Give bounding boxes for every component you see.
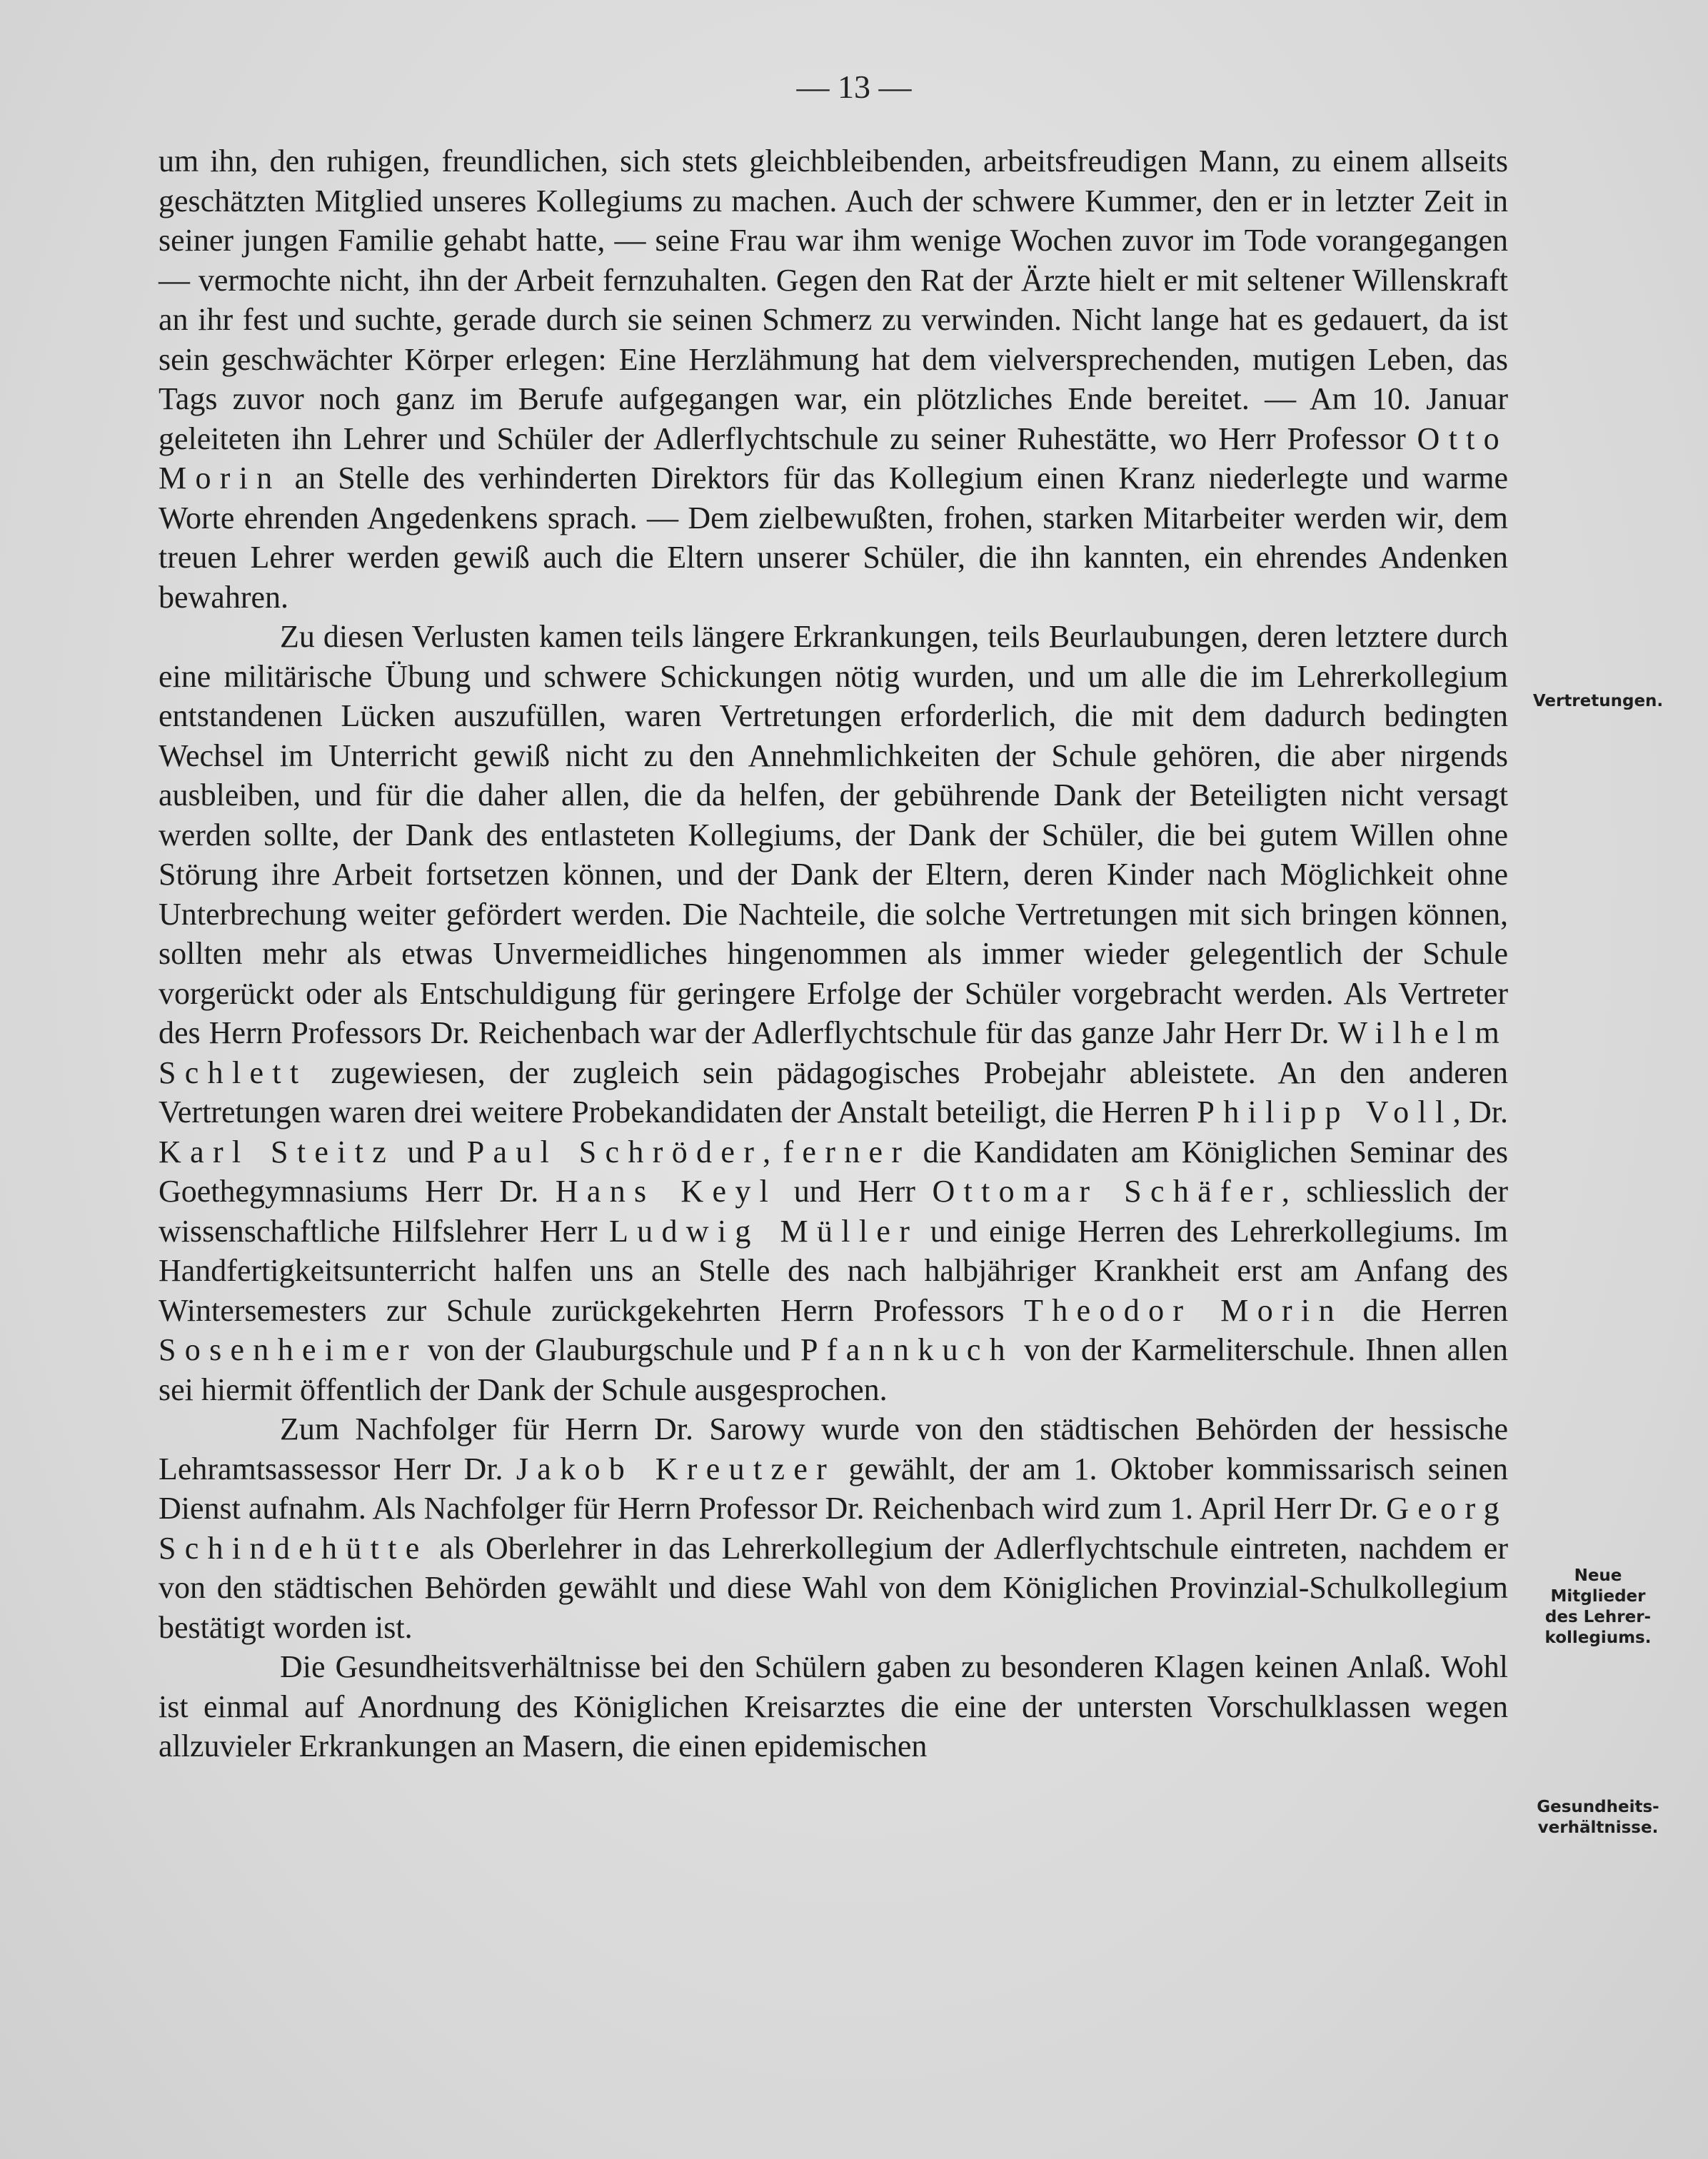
person-name: Karl Steitz <box>159 1134 396 1169</box>
paragraph-vertretungen: Zu diesen Verlusten kamen teils längere Erkrankungen, teils Beurlaubungen, deren letztere durch eine militärische Übung und schwere Schickungen nötig wurden, und um alle die im Lehrerkollegium entstandenen Lücken auszufüllen, waren Vertretungen erforderlich, die mit dem dadurch bedingten Wechsel im Unterricht gewiß nicht zu den Annehmlichkeiten der Schule gehören, die aber nirgends ausbleiben, und für die daher allen, die da helfen, der gebührende Dank der Beteiligten nicht versagt werden sollte, der Dank des entlasteten Kollegiums, der Dank der Schüler, die bei gutem Willen ohne Störung ihre Arbeit fortsetzen können, und der Dank der Eltern, deren Kinder nach Möglichkeit ohne Unterbrechung weiter gefördert werden. Die Nachteile, die solche Vertretungen mit sich bringen können, sollten mehr als etwas Unvermeidliches hingenommen als immer wieder gelegentlich der Schule vorgerückt oder als Entschuldigung für geringere Erfolge der Schüler vorgebracht werden. Als Vertreter des Herrn Professors Dr. Reichenbach war der Adlerflychtschule für das ganze Jahr Herr Dr. Wilhelm Schlett zugewiesen, der zugleich sein pädagogisches Probejahr ableistete. An den anderen Vertretungen waren drei weitere Probekandidaten der Anstalt beteiligt, die Herren Philipp Voll, Dr. Karl Steitz und Paul Schröder, ferner die Kandidaten am Königlichen Seminar des Goethegymnasiums Herr Dr. Hans Keyl und Herr Ottomar Schäfer, schliesslich der wissenschaftliche Hilfslehrer Herr Ludwig Müller und einige Herren des Lehrerkollegiums. Im Handfertigkeitsunterricht halfen uns an Stelle des nach halbjähriger Krankheit erst am Anfang des Wintersemesters zur Schule zurückgekehrten Herrn Professors Theodor Morin die Herren Sosenheimer von der Glauburgschule und Pfannkuch von der Karmeliterschule. Ihnen allen sei hiermit öffentlich der Dank der Schule ausgesprochen. <box>159 619 1509 1407</box>
body-text <box>159 141 1508 1766</box>
person-name: Wilhelm Schlett <box>159 1015 1508 1090</box>
person-name: Hans Keyl <box>555 1174 778 1209</box>
margin-note-gesundheit: Gesundheits- verhältnisse. <box>1537 1798 1659 1837</box>
page-number: — 13 — <box>796 69 912 105</box>
person-name: Sosenheimer <box>159 1332 418 1367</box>
person-name: Ottomar Schäfer <box>932 1174 1282 1209</box>
person-name: Paul Schröder <box>466 1134 763 1169</box>
person-name: Philipp Voll <box>1197 1094 1453 1129</box>
person-name: Georg Schindehütte <box>159 1491 1508 1566</box>
margin-note-neue-mitglieder: Neue Mitglieder des Lehrer- kollegiums. <box>1544 1566 1652 1647</box>
spaced-word: ferner <box>783 1134 911 1169</box>
person-name: Pfannkuch <box>800 1332 1014 1367</box>
person-name: Ludwig Müller <box>608 1213 919 1249</box>
person-name: Otto Morin <box>159 421 1508 495</box>
paragraph-gesundheit: Die Gesundheitsverhältnisse bei den Schülern gaben zu besonderen Klagen keinen Anlaß. Wohl ist einmal auf Anordnung des Königlichen Kreisarztes die eine der untersten Vorschulklassen wegen allzuvieler Erkrankungen an Masern, die einen epidemischen <box>159 1649 1508 1763</box>
paragraph-neue-mitglieder: Zum Nachfolger für Herrn Dr. Sarowy wurde von den städtischen Behörden der hessische Lehramtsassessor Herr Dr. Jakob Kreutzer gewählt, der am 1. Oktober kommissarisch seinen Dienst aufnahm. Als Nachfolger für Herrn Professor Dr. Reichenbach wird zum 1. April Herr Dr. Georg Schindehütte als Oberlehrer in das Lehrerkollegium der Adlerflychtschule eintreten, nachdem er von den städtischen Behörden gewählt und diese Wahl von dem Königlichen Provinzial-Schulkollegium bestätigt worden ist. <box>159 1411 1508 1645</box>
person-name: Jakob Kreutzer <box>516 1451 836 1486</box>
person-name: Theodor Morin <box>1024 1292 1343 1328</box>
margin-note-vertretungen: Vertretungen. <box>1532 692 1664 710</box>
paragraph-obituary: um ihn, den ruhigen, freundlichen, sich stets gleichbleibenden, arbeitsfreudigen Mann, zu einem allseits geschätzten Mitglied unseres Kollegiums zu machen. Auch der schwere Kummer, den er in letzter Zeit in seiner jungen Familie gehabt hatte, — seine Frau war ihm wenige Wochen zuvor im Tode vorangegangen — vermochte nicht, ihn der Arbeit fernzuhalten. Gegen den Rat der Ärzte hielt er mit seltener Willenskraft an ihr fest und suchte, gerade durch sie seinen Schmerz zu verwinden. Nicht lange hat es gedauert, da ist sein geschwächter Körper erlegen: Eine Herzlähmung hat dem vielversprechenden, mutigen Leben, das Tags zuvor noch ganz im Berufe aufgegangen war, ein plötzliches Ende bereitet. — Am 10. Januar geleiteten ihn Lehrer und Schüler der Adlerflychtschule zu seiner Ruhestätte, wo Herr Professor Otto Morin an Stelle des verhinderten Direktors für das Kollegium einen Kranz niederlegte und warme Worte ehrenden Angedenkens sprach. — Dem zielbewußten, frohen, starken Mitarbeiter werden wir, dem treuen Lehrer werden gewiß auch die Eltern unserer Schüler, die ihn kannten, ein ehrendes Andenken bewahren. <box>159 144 1508 615</box>
